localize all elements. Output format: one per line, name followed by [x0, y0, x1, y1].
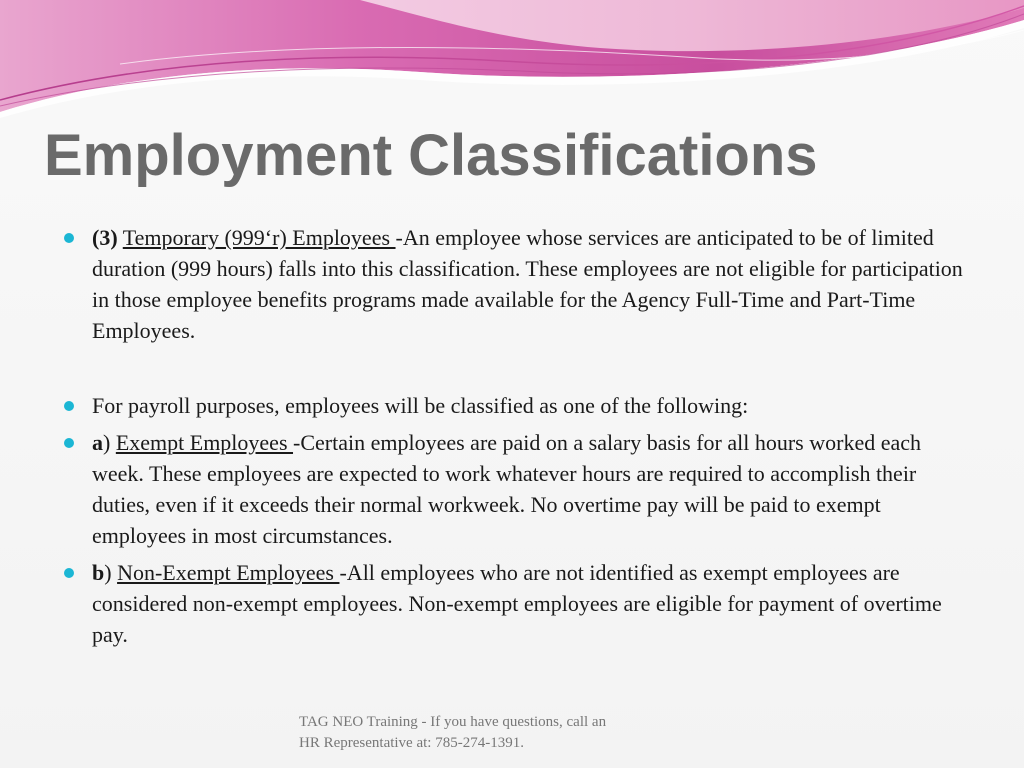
bullet-lead-paren: )	[103, 430, 116, 455]
bullet-dot-icon	[64, 568, 74, 578]
bullet-text: -All employees who are not identified as exempt employees are considered non-exempt employees. Non-exempt employees are eligible for payment of overtime pay.	[92, 560, 942, 647]
bullet-lead: (3)	[92, 225, 118, 250]
bullet-exempt-employees	[64, 427, 974, 551]
bullet-term: Non-Exempt Employees	[117, 560, 340, 585]
bullet-text: -Certain employees are paid on a salary basis for all hours worked each week. These employees are expected to work whatever hours are required to accomplish their duties, even if it exceeds their normal workweek. No overtime pay will be paid to exempt employees in most circumstances.	[92, 430, 922, 548]
bullet-dot-icon	[64, 401, 74, 411]
bullet-temporary-employees	[64, 222, 974, 346]
bullet-lead: a	[92, 430, 103, 455]
bullet-dot-icon	[64, 438, 74, 448]
decorative-wave-banner	[0, 0, 1024, 130]
slide-footer	[299, 712, 699, 754]
bullet-lead-paren: )	[104, 560, 118, 585]
footer-line-2: HR Representative at: 785-274-1391.	[299, 735, 524, 751]
bullet-text: -An employee whose services are anticipated to be of limited duration (999 hours) falls into this classification. These employees are not eligible for participation in those employee benefits programs made available for the Agency Full-Time and Part-Time Employees.	[92, 225, 963, 343]
bullet-term: Temporary (999‘r) Employees	[122, 225, 396, 250]
bullet-text: For payroll purposes, employees will be classified as one of the following:	[92, 393, 749, 418]
bullet-list	[64, 222, 974, 650]
footer-line-1: TAG NEO Training - If you have questions, call an	[299, 714, 607, 730]
bullet-term: Exempt Employees	[115, 430, 294, 455]
bullet-lead: b	[92, 560, 105, 585]
bullet-payroll-purposes	[64, 390, 974, 421]
bullet-non-exempt-employees	[64, 557, 974, 650]
slide-title: Employment Classifications	[44, 123, 818, 188]
bullet-dot-icon	[64, 233, 74, 243]
